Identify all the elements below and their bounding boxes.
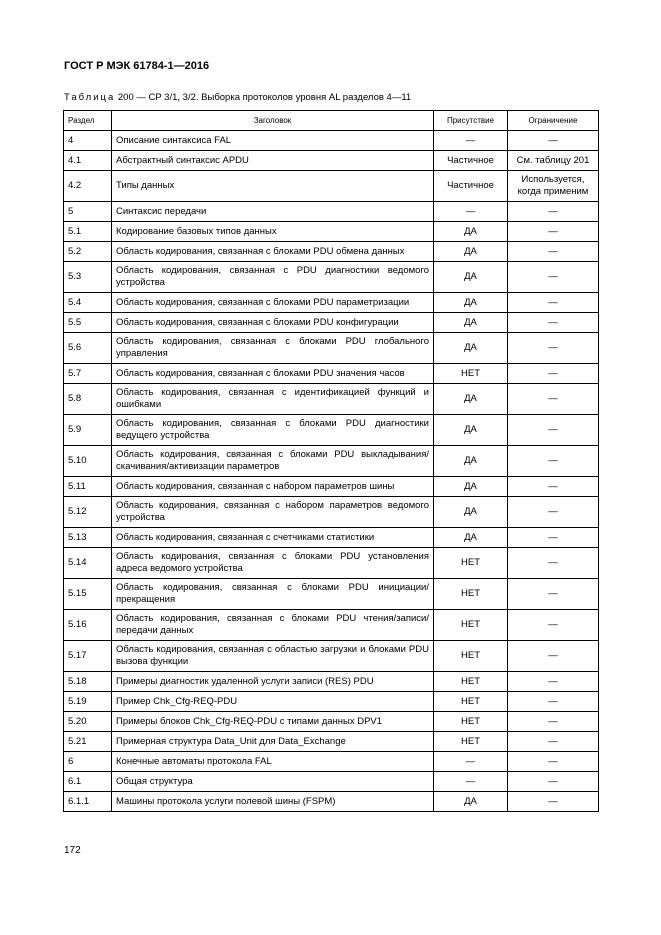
limitation-cell: — [508,548,599,579]
section-cell: 5 [64,202,112,222]
section-cell: 4.2 [64,171,112,202]
section-cell: 5.10 [64,446,112,477]
section-cell: 5.4 [64,293,112,313]
section-cell: 5.6 [64,333,112,364]
caption-prefix: Таблица [64,92,116,103]
presence-cell: ДА [434,384,508,415]
title-cell: Область кодирования, связанная с счетчиками статистики [112,528,434,548]
title-cell: Примеры блоков Chk_Cfg-REQ-PDU с типами данных DPV1 [112,712,434,732]
section-cell: 5.3 [64,262,112,293]
title-cell: Область кодирования, связанная с блоками PDU выкладывания/скачивания/активизации параметров [112,446,434,477]
section-cell: 5.1 [64,222,112,242]
limitation-cell: — [508,313,599,333]
protocol-selection-table [63,110,599,812]
title-cell: Абстрактный синтаксис APDU [112,151,434,171]
presence-cell: — [434,131,508,151]
title-cell: Область кодирования, связанная с PDU диагностики ведомого устройства [112,262,434,293]
title-cell: Область кодирования, связанная с блоками PDU инициации/прекращения [112,579,434,610]
section-cell: 5.15 [64,579,112,610]
section-cell: 5.9 [64,415,112,446]
title-cell: Область кодирования, связанная с блоками PDU диагностики ведущего устройства [112,415,434,446]
presence-cell: ДА [434,528,508,548]
presence-cell: НЕТ [434,579,508,610]
title-cell: Типы данных [112,171,434,202]
limitation-cell: — [508,364,599,384]
presence-cell: ДА [434,446,508,477]
section-cell: 5.19 [64,692,112,712]
title-cell: Область кодирования, связанная с областью загрузки и блоками PDU вызова функции [112,641,434,672]
section-cell: 5.17 [64,641,112,672]
presence-cell: — [434,772,508,792]
table-row [64,548,599,579]
table-row [64,293,599,313]
limitation-cell: — [508,131,599,151]
presence-cell: НЕТ [434,548,508,579]
table-row [64,171,599,202]
title-cell: Конечные автоматы протокола FAL [112,752,434,772]
limitation-cell: — [508,672,599,692]
limitation-cell: — [508,333,599,364]
limitation-cell: — [508,528,599,548]
section-cell: 5.11 [64,477,112,497]
presence-cell: ДА [434,222,508,242]
limitation-cell: — [508,384,599,415]
presence-cell: ДА [434,333,508,364]
table-row [64,579,599,610]
presence-cell: ДА [434,415,508,446]
table-row [64,415,599,446]
title-cell: Область кодирования, связанная с блоками PDU значения часов [112,364,434,384]
table-row [64,333,599,364]
table-row [64,131,599,151]
table-row [64,222,599,242]
section-cell: 6.1.1 [64,792,112,812]
title-cell: Область кодирования, связанная с блоками PDU чтения/записи/передачи данных [112,610,434,641]
title-cell: Общая структура [112,772,434,792]
table-caption [64,92,411,103]
section-cell: 5.16 [64,610,112,641]
table-body [64,131,599,812]
title-cell: Область кодирования, связанная с набором параметров ведомого устройства [112,497,434,528]
table-row [64,610,599,641]
limitation-cell: — [508,497,599,528]
table-row [64,262,599,293]
title-cell: Область кодирования, связанная с идентификацией функций и ошибками [112,384,434,415]
table-row [64,242,599,262]
title-cell: Область кодирования, связанная с блоками PDU установления адреса ведомого устройства [112,548,434,579]
presence-cell: ДА [434,313,508,333]
table-row [64,672,599,692]
title-cell: Примеры диагностик удаленной услуги записи (RES) PDU [112,672,434,692]
presence-cell: НЕТ [434,732,508,752]
limitation-cell: — [508,610,599,641]
title-cell: Синтаксис передачи [112,202,434,222]
section-cell: 5.20 [64,712,112,732]
table-row [64,772,599,792]
table-row [64,497,599,528]
table-row [64,528,599,548]
section-cell: 4 [64,131,112,151]
title-cell: Область кодирования, связанная с блоками PDU конфигурации [112,313,434,333]
limitation-cell: — [508,641,599,672]
header-presence: Присутствие [434,111,508,131]
section-cell: 5.18 [64,672,112,692]
table-header-row [64,111,599,131]
limitation-cell: Используется, когда применим [508,171,599,202]
table-row [64,752,599,772]
table-row [64,151,599,171]
header-section: Раздел [64,111,112,131]
limitation-cell: — [508,732,599,752]
presence-cell: НЕТ [434,610,508,641]
table-row [64,202,599,222]
section-cell: 5.7 [64,364,112,384]
presence-cell: — [434,202,508,222]
limitation-cell: — [508,202,599,222]
presence-cell: — [434,752,508,772]
limitation-cell: — [508,579,599,610]
presence-cell: НЕТ [434,672,508,692]
section-cell: 5.21 [64,732,112,752]
limitation-cell: — [508,242,599,262]
title-cell: Кодирование базовых типов данных [112,222,434,242]
table-row [64,364,599,384]
title-cell: Область кодирования, связанная с блоками PDU глобального управления [112,333,434,364]
limitation-cell: — [508,712,599,732]
presence-cell: НЕТ [434,712,508,732]
limitation-cell: — [508,792,599,812]
limitation-cell: — [508,222,599,242]
presence-cell: Частичное [434,151,508,171]
table-row [64,792,599,812]
table-row [64,641,599,672]
section-cell: 5.14 [64,548,112,579]
limitation-cell: — [508,262,599,293]
limitation-cell: — [508,752,599,772]
header-limitation: Ограничение [508,111,599,131]
title-cell: Область кодирования, связанная с блоками PDU обмена данных [112,242,434,262]
table-row [64,313,599,333]
title-cell: Пример Chk_Cfg-REQ-PDU [112,692,434,712]
limitation-cell: — [508,772,599,792]
limitation-cell: — [508,415,599,446]
table-row [64,692,599,712]
presence-cell: Частичное [434,171,508,202]
section-cell: 6 [64,752,112,772]
document-code: ГОСТ Р МЭК 61784-1—2016 [64,60,210,72]
table-row [64,446,599,477]
title-cell: Машины протокола услуги полевой шины (FSPM) [112,792,434,812]
presence-cell: ДА [434,242,508,262]
presence-cell: ДА [434,262,508,293]
presence-cell: ДА [434,293,508,313]
section-cell: 5.12 [64,497,112,528]
table-row [64,712,599,732]
presence-cell: НЕТ [434,364,508,384]
title-cell: Описание синтаксиса FAL [112,131,434,151]
limitation-cell: — [508,293,599,313]
section-cell: 4.1 [64,151,112,171]
section-cell: 5.2 [64,242,112,262]
limitation-cell: — [508,446,599,477]
section-cell: 5.8 [64,384,112,415]
table-row [64,477,599,497]
title-cell: Область кодирования, связанная с блоками PDU параметризации [112,293,434,313]
limitation-cell: — [508,692,599,712]
title-cell: Примерная структура Data_Unit для Data_Exchange [112,732,434,752]
title-cell: Область кодирования, связанная с набором параметров шины [112,477,434,497]
page-number: 172 [64,845,81,856]
presence-cell: НЕТ [434,641,508,672]
presence-cell: НЕТ [434,692,508,712]
header-title: Заголовок [112,111,434,131]
presence-cell: ДА [434,497,508,528]
limitation-cell: — [508,477,599,497]
section-cell: 6.1 [64,772,112,792]
section-cell: 5.5 [64,313,112,333]
table-row [64,732,599,752]
caption-text: 200 — CP 3/1, 3/2. Выборка протоколов уровня AL разделов 4—11 [115,92,412,103]
limitation-cell: См. таблицу 201 [508,151,599,171]
presence-cell: ДА [434,477,508,497]
presence-cell: ДА [434,792,508,812]
section-cell: 5.13 [64,528,112,548]
table-row [64,384,599,415]
